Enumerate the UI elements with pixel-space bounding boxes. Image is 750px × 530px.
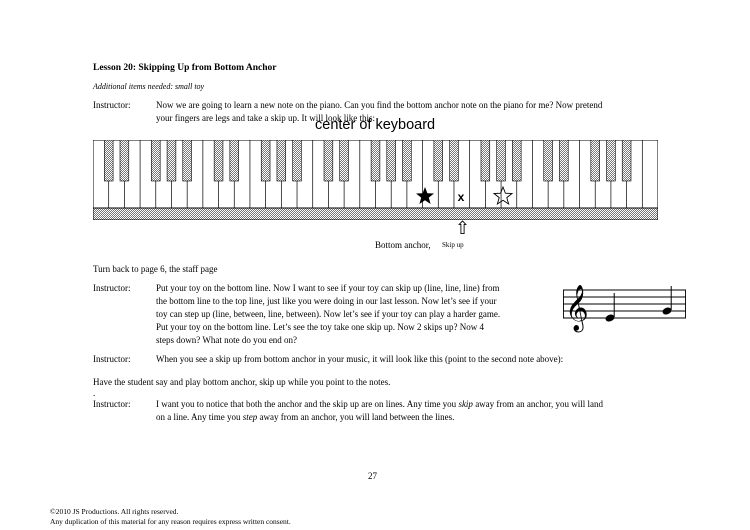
black-key [277,140,286,181]
stray-dot: . [93,388,96,398]
black-key [371,140,380,181]
instructor-text-4-line2: on a line. Any time you step away from an anchor, you will land between the lines. [156,412,455,422]
instructor-label-3: Instructor: [93,354,131,364]
black-key [387,140,396,181]
black-key [230,140,239,181]
black-key [591,140,600,181]
instructor-text-2-line1: Put your toy on the bottom line. Now I want to see if your toy can skip up (line, line, line) from [156,283,500,293]
lesson-title: Lesson 20: Skipping Up from Bottom Anchor [93,63,277,73]
instructor-text-2-line3: toy can step up (line, between, line, between). Now let’s see if your toy can play a harder game. [156,309,501,319]
black-key [607,140,616,181]
treble-clef-icon: 𝄞 [565,285,589,331]
black-key [261,140,270,181]
instructor-text-2-line5: steps down? What note do you end on? [156,335,298,345]
keyboard-caption: center of keyboard [315,117,436,133]
black-key [293,140,302,181]
instructor-text-2-line4: Put your toy on the bottom line. Let’s see the toy take one skip up. Now 2 skips up? Now 4 [156,322,484,332]
black-key [497,140,506,181]
turn-back-instruction: Turn back to page 6, the staff page [93,264,218,274]
black-key [167,140,176,181]
music-staff [563,275,693,335]
black-key [324,140,333,181]
instructor-text-4-line1: I want you to notice that both the anchor and the skip up are on lines. Any time you skip away from an anchor, you will land [156,399,604,409]
instructor-text-3: When you see a skip up from bottom anchor in your music, it will look like this (point to the second note above): [156,354,564,364]
black-key [559,140,568,181]
student-instruction: Have the student say and play bottom anchor, skip up while you point to the notes. [93,377,391,387]
skip-up-label: Skip up [442,241,464,249]
black-key [340,140,349,181]
black-key [512,140,521,181]
instructor-text-1-line2: your fingers are legs and take a skip up. It will look like this: [156,113,375,123]
black-key [183,140,192,181]
instructor-label-2: Instructor: [93,283,131,293]
skip-over-x-mark: x [457,190,465,204]
up-arrow-icon: ⇧ [455,218,471,238]
black-key [214,140,223,181]
note-e-bottom-anchor [604,293,615,323]
instructor-label-4: Instructor: [93,399,131,409]
page-number: 27 [368,471,377,481]
black-key [120,140,129,181]
black-key [402,140,411,181]
instructor-text-1-line1: Now we are going to learn a new note on the piano. Can you find the bottom anchor note on the piano for me? Now pretend [156,100,603,110]
black-key [450,140,459,181]
piano-keyboard [93,140,658,220]
black-key [622,140,631,181]
bottom-anchor-label: Bottom anchor, [375,240,431,250]
instructor-text-2-line2: the bottom line to the top line, just like you were doing in our last lesson. Now let’s see if your [156,296,497,306]
instructor-label-1: Instructor: [93,100,131,110]
black-key [104,140,113,181]
footer-copyright: ©2010 JS Productions. All rights reserved. [50,507,179,516]
black-key [544,140,553,181]
black-key [481,140,490,181]
note-g-skip-up [661,286,672,316]
footer-notice: Any duplication of this material for any reason requires express written consent. [50,517,291,526]
black-key [151,140,160,181]
keyboard-bottom-rail [93,208,658,220]
additional-items: Additional items needed: small toy [93,82,205,91]
black-key [434,140,443,181]
